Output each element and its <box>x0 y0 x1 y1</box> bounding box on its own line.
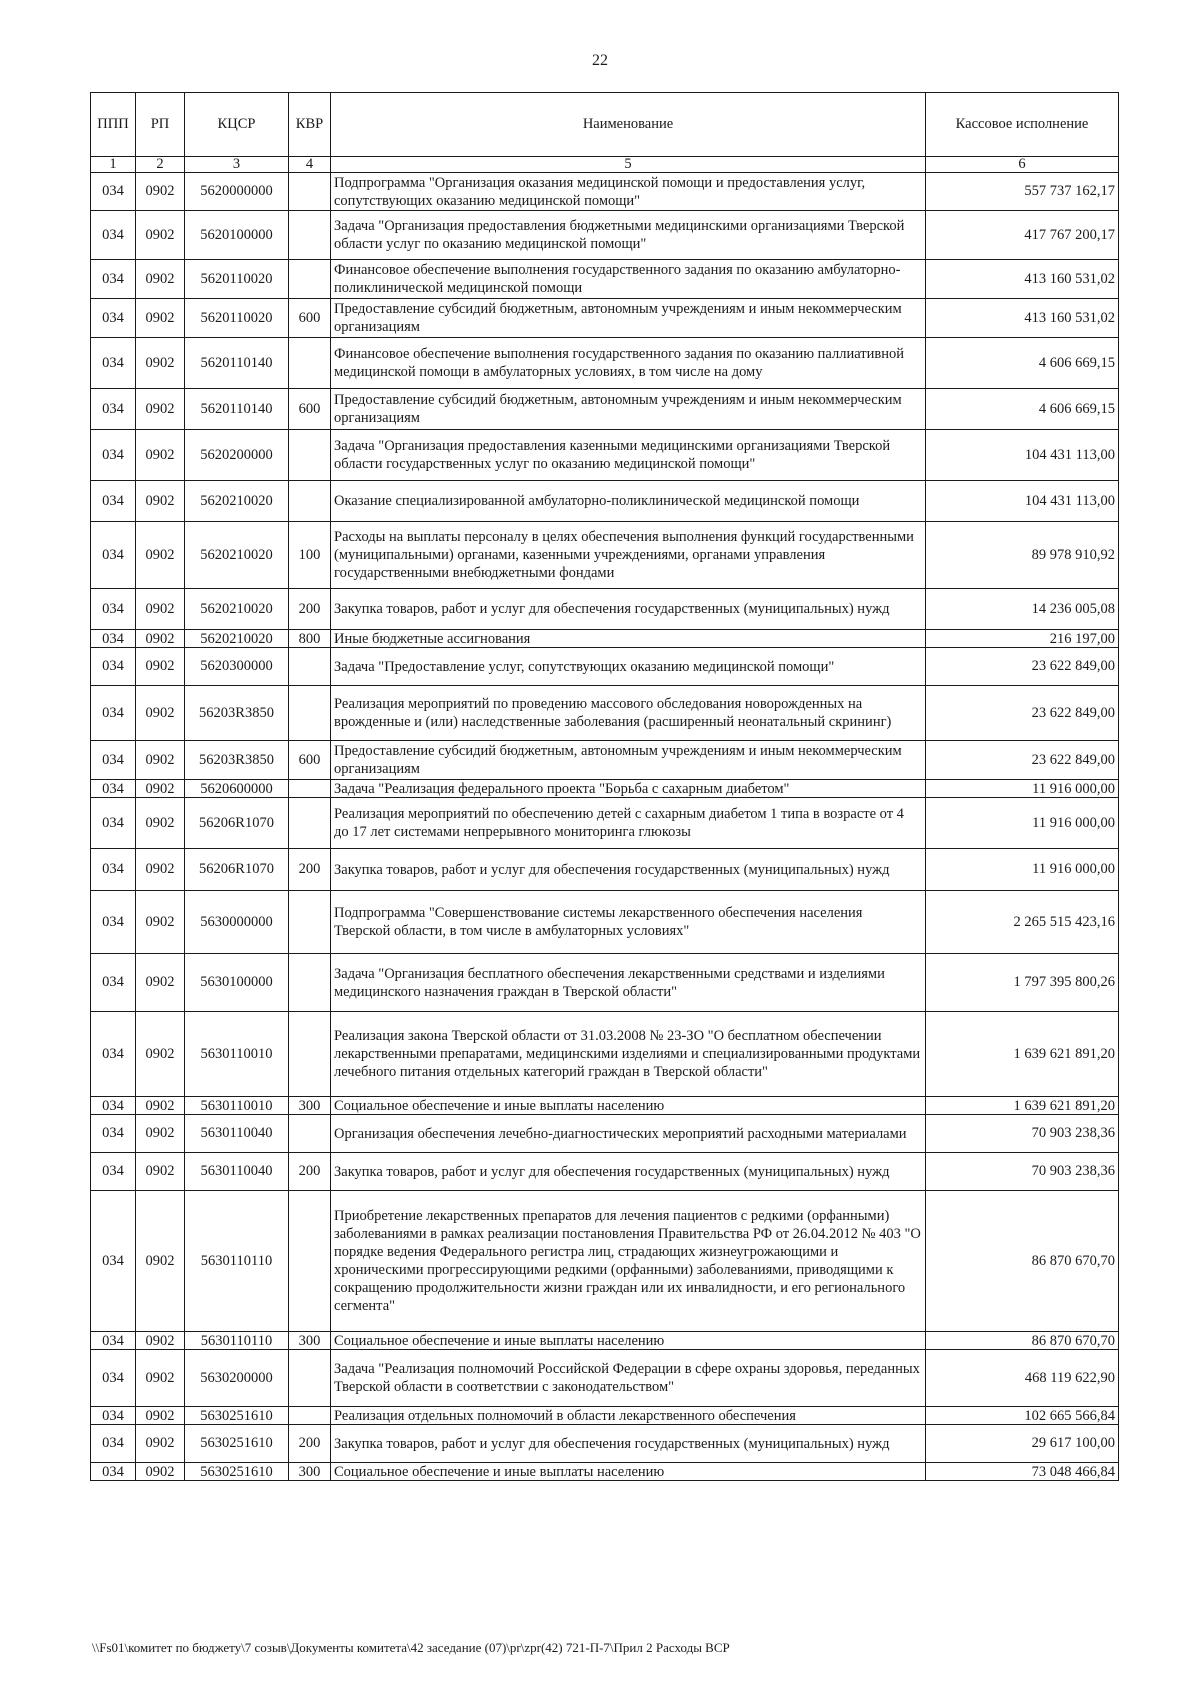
table-row <box>91 1012 1119 1097</box>
cell-name: Задача "Организация бесплатного обеспечения лекарственными средствами и изделиями медицинского назначения граждан в Тверской области" <box>331 954 926 1012</box>
cell-kvr: 300 <box>289 1332 331 1350</box>
cell-name: Реализация мероприятий по проведению массового обследования новорожденных на врожденные и (или) наследственные заболевания (расширенный неонатальный скрининг) <box>331 686 926 741</box>
cell-rp: 0902 <box>136 1097 185 1115</box>
cell-name: Финансовое обеспечение выполнения государственного задания по оказанию амбулаторно-поликлинической медицинской помощи <box>331 260 926 299</box>
cell-amount: 1 639 621 891,20 <box>926 1012 1119 1097</box>
table-row <box>91 299 1119 338</box>
table-row <box>91 589 1119 630</box>
cell-name: Задача "Реализация полномочий Российской Федерации в сфере охраны здоровья, переданных Тверской области в соответствии с законодательством" <box>331 1350 926 1407</box>
cell-rp: 0902 <box>136 211 185 260</box>
cell-ppp: 034 <box>91 430 136 481</box>
cell-name: Подпрограмма "Совершенствование системы лекарственного обеспечения населения Тверской области, в том числе в амбулаторных условиях" <box>331 891 926 954</box>
cell-kcsr: 5620110140 <box>185 389 289 430</box>
cell-rp: 0902 <box>136 260 185 299</box>
cell-rp: 0902 <box>136 1407 185 1425</box>
cell-rp: 0902 <box>136 686 185 741</box>
cell-rp: 0902 <box>136 849 185 891</box>
cell-rp: 0902 <box>136 1191 185 1332</box>
cell-kcsr: 5620210020 <box>185 630 289 648</box>
cell-kcsr: 5630100000 <box>185 954 289 1012</box>
page-number: 22 <box>592 52 608 69</box>
cell-kvr <box>289 1350 331 1407</box>
col-header-ppp: ППП <box>91 93 136 157</box>
cell-kvr: 200 <box>289 1425 331 1463</box>
cell-kcsr: 56206R1070 <box>185 849 289 891</box>
cell-kvr: 300 <box>289 1097 331 1115</box>
cell-kcsr: 5620100000 <box>185 211 289 260</box>
cell-kvr <box>289 798 331 849</box>
cell-kcsr: 5630251610 <box>185 1407 289 1425</box>
cell-ppp: 034 <box>91 481 136 522</box>
cell-ppp: 034 <box>91 1097 136 1115</box>
table-row <box>91 741 1119 780</box>
cell-kvr <box>289 954 331 1012</box>
cell-ppp: 034 <box>91 338 136 389</box>
cell-kvr <box>289 891 331 954</box>
cell-name: Закупка товаров, работ и услуг для обеспечения государственных (муниципальных) нужд <box>331 1153 926 1191</box>
cell-kcsr: 5630110010 <box>185 1097 289 1115</box>
cell-kvr <box>289 211 331 260</box>
cell-kcsr: 5620210020 <box>185 522 289 589</box>
cell-ppp: 034 <box>91 1425 136 1463</box>
column-number-row <box>91 157 1119 173</box>
cell-kcsr: 5630000000 <box>185 891 289 954</box>
cell-amount: 23 622 849,00 <box>926 686 1119 741</box>
cell-rp: 0902 <box>136 954 185 1012</box>
cell-rp: 0902 <box>136 1463 185 1481</box>
cell-name: Задача "Реализация федерального проекта "Борьба с сахарным диабетом" <box>331 780 926 798</box>
table-row <box>91 173 1119 211</box>
cell-rp: 0902 <box>136 1153 185 1191</box>
cell-kcsr: 5630200000 <box>185 1350 289 1407</box>
cell-kcsr: 5630110110 <box>185 1191 289 1332</box>
table-row <box>91 849 1119 891</box>
cell-kcsr: 56203R3850 <box>185 741 289 780</box>
cell-rp: 0902 <box>136 481 185 522</box>
cell-amount: 413 160 531,02 <box>926 260 1119 299</box>
table-row <box>91 338 1119 389</box>
cell-kcsr: 5620210020 <box>185 481 289 522</box>
footer-file-path: \\Fs01\комитет по бюджету\7 созыв\Документы комитета\42 заседание (07)\pr\zpr(42) 721-П-7\Прил 2 Расходы ВСР <box>92 1640 730 1655</box>
cell-ppp: 034 <box>91 211 136 260</box>
cell-kcsr: 5620110020 <box>185 299 289 338</box>
cell-rp: 0902 <box>136 648 185 686</box>
cell-kcsr: 5630110110 <box>185 1332 289 1350</box>
cell-kvr: 300 <box>289 1463 331 1481</box>
cell-ppp: 034 <box>91 1012 136 1097</box>
cell-amount: 23 622 849,00 <box>926 648 1119 686</box>
cell-name: Предоставление субсидий бюджетным, автономным учреждениям и иным некоммерческим организациям <box>331 389 926 430</box>
cell-ppp: 034 <box>91 741 136 780</box>
cell-ppp: 034 <box>91 780 136 798</box>
table-row <box>91 1463 1119 1481</box>
cell-kvr: 200 <box>289 849 331 891</box>
cell-name: Задача "Организация предоставления казенными медицинскими организациями Тверской области государственных услуг по оказанию медицинской помощи" <box>331 430 926 481</box>
table-row <box>91 1407 1119 1425</box>
col-number: 4 <box>289 157 331 173</box>
cell-kcsr: 5620000000 <box>185 173 289 211</box>
cell-amount: 73 048 466,84 <box>926 1463 1119 1481</box>
cell-name: Расходы на выплаты персоналу в целях обеспечения выполнения функций государственными (муниципальными) органами, казенными учреждениями, органами управления государственными внебюджетными фондами <box>331 522 926 589</box>
cell-amount: 11 916 000,00 <box>926 798 1119 849</box>
cell-amount: 14 236 005,08 <box>926 589 1119 630</box>
cell-ppp: 034 <box>91 798 136 849</box>
cell-kvr <box>289 338 331 389</box>
cell-kvr <box>289 1012 331 1097</box>
cell-kvr <box>289 430 331 481</box>
header-row <box>91 93 1119 157</box>
cell-ppp: 034 <box>91 173 136 211</box>
cell-amount: 70 903 238,36 <box>926 1115 1119 1153</box>
cell-amount: 11 916 000,00 <box>926 780 1119 798</box>
col-number: 1 <box>91 157 136 173</box>
cell-name: Приобретение лекарственных препаратов для лечения пациентов с редкими (орфанными) заболеваниями в рамках реализации постановления Правительства РФ от 26.04.2012 № 403 "О порядке ведения Федерального регистра лиц, страдающих жизнеугрожающими и хроническими прогрессирующими редкими (орфанными) заболеваниями, приводящими к сокращению продолжительности жизни граждан или их инвалидности, и его регионального сегмента" <box>331 1191 926 1332</box>
cell-kvr <box>289 686 331 741</box>
cell-amount: 104 431 113,00 <box>926 430 1119 481</box>
table-row <box>91 648 1119 686</box>
table-row <box>91 1115 1119 1153</box>
cell-ppp: 034 <box>91 260 136 299</box>
cell-rp: 0902 <box>136 389 185 430</box>
cell-ppp: 034 <box>91 389 136 430</box>
cell-kvr: 200 <box>289 1153 331 1191</box>
cell-ppp: 034 <box>91 686 136 741</box>
cell-kvr: 100 <box>289 522 331 589</box>
cell-kvr: 600 <box>289 299 331 338</box>
table-row <box>91 686 1119 741</box>
cell-kcsr: 5620600000 <box>185 780 289 798</box>
cell-rp: 0902 <box>136 1425 185 1463</box>
cell-ppp: 034 <box>91 1115 136 1153</box>
cell-rp: 0902 <box>136 780 185 798</box>
table-row <box>91 211 1119 260</box>
cell-kvr <box>289 481 331 522</box>
cell-amount: 102 665 566,84 <box>926 1407 1119 1425</box>
cell-name: Реализация закона Тверской области от 31.03.2008 № 23-ЗО "О бесплатном обеспечении лекарственными препаратами, медицинскими изделиями и специализированными продуктами лечебного питания отдельных категорий граждан в Тверской области" <box>331 1012 926 1097</box>
cell-rp: 0902 <box>136 630 185 648</box>
cell-amount: 104 431 113,00 <box>926 481 1119 522</box>
cell-name: Социальное обеспечение и иные выплаты населению <box>331 1097 926 1115</box>
budget-table <box>90 92 1119 1481</box>
cell-name: Социальное обеспечение и иные выплаты населению <box>331 1463 926 1481</box>
cell-amount: 557 737 162,17 <box>926 173 1119 211</box>
table-row <box>91 891 1119 954</box>
cell-kcsr: 5630110010 <box>185 1012 289 1097</box>
cell-kvr <box>289 1191 331 1332</box>
cell-name: Социальное обеспечение и иные выплаты населению <box>331 1332 926 1350</box>
cell-kvr: 800 <box>289 630 331 648</box>
cell-amount: 216 197,00 <box>926 630 1119 648</box>
cell-kcsr: 56203R3850 <box>185 686 289 741</box>
cell-kcsr: 5620300000 <box>185 648 289 686</box>
cell-name: Финансовое обеспечение выполнения государственного задания по оказанию паллиативной медицинской помощи в амбулаторных условиях, в том числе на дому <box>331 338 926 389</box>
cell-ppp: 034 <box>91 589 136 630</box>
table-row <box>91 1191 1119 1332</box>
cell-kvr: 200 <box>289 589 331 630</box>
cell-amount: 4 606 669,15 <box>926 389 1119 430</box>
cell-name: Закупка товаров, работ и услуг для обеспечения государственных (муниципальных) нужд <box>331 849 926 891</box>
cell-rp: 0902 <box>136 338 185 389</box>
cell-kvr <box>289 173 331 211</box>
cell-kvr: 600 <box>289 741 331 780</box>
cell-kcsr: 5620110020 <box>185 260 289 299</box>
table-row <box>91 954 1119 1012</box>
cell-amount: 1 639 621 891,20 <box>926 1097 1119 1115</box>
cell-name: Закупка товаров, работ и услуг для обеспечения государственных (муниципальных) нужд <box>331 589 926 630</box>
cell-name: Задача "Предоставление услуг, сопутствующих оказанию медицинской помощи" <box>331 648 926 686</box>
cell-rp: 0902 <box>136 589 185 630</box>
cell-kvr <box>289 1115 331 1153</box>
cell-amount: 23 622 849,00 <box>926 741 1119 780</box>
col-header-kcsr: КЦСР <box>185 93 289 157</box>
cell-ppp: 034 <box>91 1153 136 1191</box>
cell-ppp: 034 <box>91 522 136 589</box>
cell-name: Закупка товаров, работ и услуг для обеспечения государственных (муниципальных) нужд <box>331 1425 926 1463</box>
col-number: 2 <box>136 157 185 173</box>
cell-rp: 0902 <box>136 891 185 954</box>
col-number: 6 <box>926 157 1119 173</box>
cell-kcsr: 5620110140 <box>185 338 289 389</box>
cell-kcsr: 5620200000 <box>185 430 289 481</box>
table-row <box>91 1332 1119 1350</box>
table-row <box>91 260 1119 299</box>
cell-kcsr: 5630251610 <box>185 1425 289 1463</box>
table-row <box>91 389 1119 430</box>
col-header-name: Наименование <box>331 93 926 157</box>
cell-amount: 11 916 000,00 <box>926 849 1119 891</box>
cell-rp: 0902 <box>136 1115 185 1153</box>
col-number: 3 <box>185 157 289 173</box>
cell-amount: 4 606 669,15 <box>926 338 1119 389</box>
cell-name: Предоставление субсидий бюджетным, автономным учреждениям и иным некоммерческим организациям <box>331 741 926 780</box>
cell-amount: 89 978 910,92 <box>926 522 1119 589</box>
cell-rp: 0902 <box>136 430 185 481</box>
cell-ppp: 034 <box>91 1332 136 1350</box>
table-row <box>91 522 1119 589</box>
cell-ppp: 034 <box>91 1407 136 1425</box>
cell-amount: 413 160 531,02 <box>926 299 1119 338</box>
cell-rp: 0902 <box>136 1332 185 1350</box>
cell-name: Подпрограмма "Организация оказания медицинской помощи и предоставления услуг, сопутствующих оказанию медицинской помощи" <box>331 173 926 211</box>
table-row <box>91 481 1119 522</box>
cell-ppp: 034 <box>91 849 136 891</box>
cell-ppp: 034 <box>91 299 136 338</box>
cell-amount: 468 119 622,90 <box>926 1350 1119 1407</box>
cell-amount: 2 265 515 423,16 <box>926 891 1119 954</box>
cell-kvr <box>289 1407 331 1425</box>
cell-ppp: 034 <box>91 891 136 954</box>
cell-ppp: 034 <box>91 1463 136 1481</box>
table-row <box>91 1097 1119 1115</box>
col-header-kvr: КВР <box>289 93 331 157</box>
table-row <box>91 1153 1119 1191</box>
cell-kcsr: 56206R1070 <box>185 798 289 849</box>
cell-kcsr: 5630110040 <box>185 1115 289 1153</box>
cell-name: Организация обеспечения лечебно-диагностических мероприятий расходными материалами <box>331 1115 926 1153</box>
cell-ppp: 034 <box>91 630 136 648</box>
cell-kcsr: 5620210020 <box>185 589 289 630</box>
cell-ppp: 034 <box>91 648 136 686</box>
cell-name: Реализация мероприятий по обеспечению детей с сахарным диабетом 1 типа в возрасте от 4 до 17 лет системами непрерывного мониторинга глюкозы <box>331 798 926 849</box>
cell-amount: 1 797 395 800,26 <box>926 954 1119 1012</box>
cell-kcsr: 5630110040 <box>185 1153 289 1191</box>
cell-rp: 0902 <box>136 299 185 338</box>
cell-kvr <box>289 648 331 686</box>
cell-rp: 0902 <box>136 1350 185 1407</box>
cell-ppp: 034 <box>91 1350 136 1407</box>
cell-name: Задача "Организация предоставления бюджетными медицинскими организациями Тверской области услуг по оказанию медицинской помощи" <box>331 211 926 260</box>
table-row <box>91 798 1119 849</box>
col-number: 5 <box>331 157 926 173</box>
cell-rp: 0902 <box>136 798 185 849</box>
cell-ppp: 034 <box>91 954 136 1012</box>
table-row <box>91 630 1119 648</box>
table-row <box>91 780 1119 798</box>
cell-amount: 70 903 238,36 <box>926 1153 1119 1191</box>
cell-rp: 0902 <box>136 522 185 589</box>
cell-kvr <box>289 260 331 299</box>
table-row <box>91 1350 1119 1407</box>
cell-amount: 417 767 200,17 <box>926 211 1119 260</box>
cell-name: Иные бюджетные ассигнования <box>331 630 926 648</box>
cell-amount: 29 617 100,00 <box>926 1425 1119 1463</box>
cell-name: Реализация отдельных полномочий в области лекарственного обеспечения <box>331 1407 926 1425</box>
cell-name: Предоставление субсидий бюджетным, автономным учреждениям и иным некоммерческим организациям <box>331 299 926 338</box>
cell-name: Оказание специализированной амбулаторно-поликлинической медицинской помощи <box>331 481 926 522</box>
cell-rp: 0902 <box>136 173 185 211</box>
cell-rp: 0902 <box>136 1012 185 1097</box>
cell-rp: 0902 <box>136 741 185 780</box>
cell-ppp: 034 <box>91 1191 136 1332</box>
cell-kvr: 600 <box>289 389 331 430</box>
cell-kvr <box>289 780 331 798</box>
cell-kcsr: 5630251610 <box>185 1463 289 1481</box>
table-row <box>91 430 1119 481</box>
table-row <box>91 1425 1119 1463</box>
cell-amount: 86 870 670,70 <box>926 1191 1119 1332</box>
col-header-amount: Кассовое исполнение <box>926 93 1119 157</box>
col-header-rp: РП <box>136 93 185 157</box>
cell-amount: 86 870 670,70 <box>926 1332 1119 1350</box>
